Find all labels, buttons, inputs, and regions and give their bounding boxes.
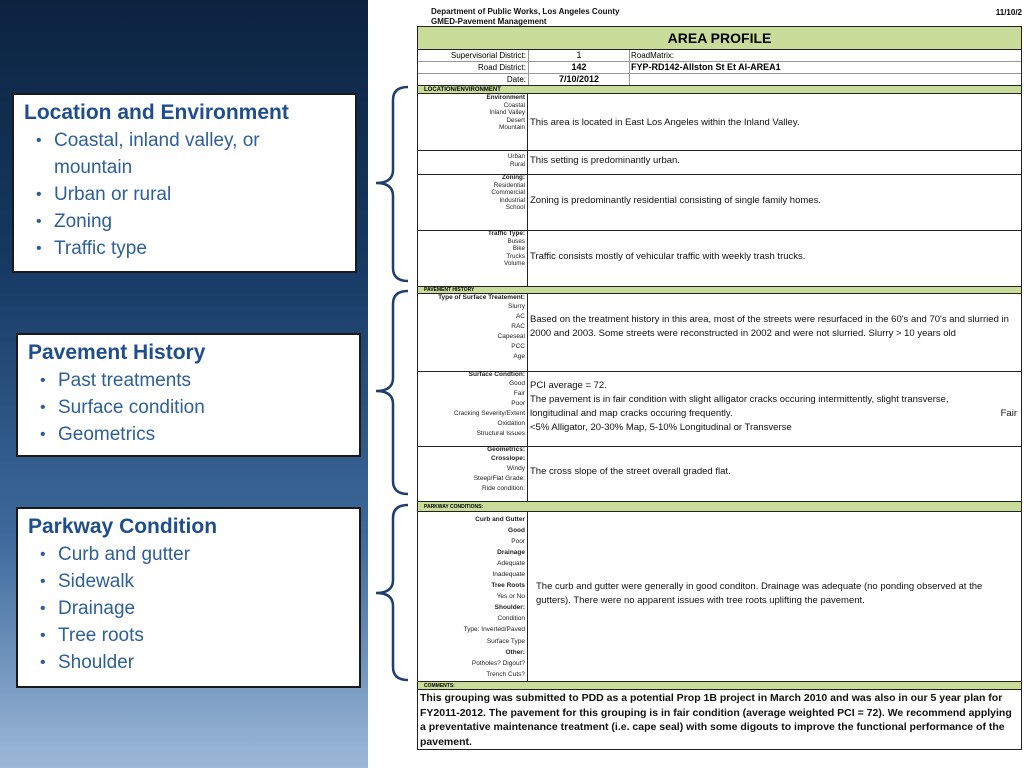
list-item: • Urban or rural (54, 181, 345, 208)
label-text: Capeseal (497, 332, 525, 340)
row-description: This setting is predominantly urban. (530, 155, 680, 166)
row-labels (418, 94, 528, 150)
label-text: Structural Issues (476, 430, 525, 438)
label-text: Industrial (499, 196, 525, 204)
label-text: Other: (505, 648, 525, 656)
label-text: Slurry (508, 302, 525, 310)
list-item: • Geometrics (58, 421, 349, 448)
label-text: Curb and Gutter (475, 516, 525, 523)
list-item: • Coastal, inland valley, or mountain (54, 127, 294, 181)
row-labels (418, 512, 528, 681)
meta-row (418, 50, 1021, 62)
page-title: AREA PROFILE (418, 27, 1021, 50)
row-labels (418, 446, 528, 501)
label-text: Surface Type (486, 637, 525, 645)
label-text: Yes or No (496, 593, 525, 601)
row-description (530, 379, 1017, 435)
label-text: Traffic Type: (488, 230, 525, 237)
label-text: PCC (511, 343, 525, 351)
meta-value: 7/10/2012 (528, 74, 630, 85)
label-text: School (505, 204, 525, 212)
label-text: Inland Valley (489, 109, 525, 117)
zoning-row (418, 174, 1021, 231)
document-header (431, 7, 619, 27)
parkway-bracket (376, 505, 408, 680)
list-item: • Past treatments (58, 367, 349, 394)
label-text: Cracking Severity/Extent (453, 409, 525, 417)
meta-label: Road District: (477, 63, 526, 72)
row-labels (418, 230, 528, 286)
list-item: • Shoulder (58, 649, 349, 676)
list-item: • Surface condition (58, 394, 349, 421)
meta-extra: FYP-RD142-Allston St Et Al-AREA1 (631, 62, 781, 72)
label-text: Buses (507, 237, 525, 245)
row-description: The curb and gutter were generally in good conditon. Drainage was adequate (no ponding observed at the gutters). There were no apparent issues with tree roots uplifting the pavement. (536, 581, 983, 606)
label-text: Trench Cuts? (486, 670, 525, 678)
parkway-row (418, 512, 1021, 682)
surface-treatment-row (418, 294, 1021, 372)
label-text: Fair (513, 389, 525, 397)
label-text: Type: Inverted/Paved (463, 626, 525, 634)
location-bracket (376, 87, 408, 281)
label-text: Oxidation (497, 420, 525, 428)
meta-row (418, 62, 1021, 74)
print-date: 11/10/2 (995, 8, 1022, 17)
meta-extra: RoadMatrix: (631, 51, 675, 60)
label-text: Surface Condtion: (468, 371, 525, 378)
label-text: Poor (511, 399, 525, 407)
list-item: • Traffic type (54, 235, 345, 262)
row-labels (418, 150, 528, 174)
card-title: Parkway Condition (28, 515, 218, 538)
condition-text: The pavement is in fair condition with slight alligator cracks occuring intermittently, slight transverse, longitudinal and map cracks occuring frequently. (530, 394, 949, 419)
card-title: Pavement History (28, 341, 206, 364)
label-text: Drainage (497, 549, 525, 557)
label-text: Poor (511, 538, 525, 546)
condition-line (530, 393, 1017, 421)
profile-table (417, 26, 1022, 750)
unit-name: GMED-Pavement Management (431, 17, 547, 26)
fair-label: Fair (1000, 408, 1017, 419)
label-text: Trucks (506, 252, 525, 260)
label-text: Potholes? Digout? (471, 659, 525, 667)
comments-band: COMMENTS: (418, 681, 1021, 690)
label-text: Good (509, 379, 525, 387)
urban-row (418, 150, 1021, 175)
label-text: Condition (497, 615, 525, 623)
list-item: • Tree roots (58, 622, 349, 649)
area-profile-document (417, 0, 1024, 768)
label-text: Ride condition: (482, 484, 525, 492)
traffic-row (418, 230, 1021, 287)
label-text: Urban (507, 153, 525, 160)
label-text: Volume (503, 260, 525, 268)
list-item: • Drainage (58, 595, 349, 622)
environment-row (418, 94, 1021, 151)
meta-label: Date: (506, 75, 526, 84)
row-description: Based on the treatment history in this area, most of the streets were resurfaced in the 60's and 70's and slurried in 2000 and 2003. Some streets were reconstructed in 2002 and were not slurried. Slurry > 10 years old (530, 314, 1009, 339)
meta-value: 1 (528, 50, 630, 61)
label-text: Geometrics: (487, 446, 525, 453)
parkway-band: PARKWAY CONDITIONS: (418, 501, 1021, 512)
meta-label: Supervisorial District: (450, 51, 526, 60)
geometrics-row (418, 446, 1021, 502)
label-text: Bike (512, 245, 525, 253)
label-text: Tree Roots (491, 582, 525, 590)
bracket-connectors (0, 0, 420, 768)
pci-line: PCI average = 72. (530, 380, 607, 391)
label-text: Steep/Flat Grade: (473, 474, 525, 482)
label-text: Rural (509, 160, 525, 168)
department-name: Department of Public Works, Los Angeles County (431, 7, 620, 16)
row-labels (418, 174, 528, 230)
label-text: Coastal (503, 101, 525, 109)
row-labels (418, 294, 528, 371)
label-text: Windy (506, 464, 525, 472)
label-text: Environment (486, 94, 525, 101)
label-text: Desert (506, 116, 525, 124)
label-text: Zoning: (501, 174, 525, 181)
row-description: Zoning is predominantly residential consisting of single family homes. (530, 195, 821, 206)
label-text: RAC (511, 322, 525, 330)
list-item: • Zoning (54, 208, 345, 235)
label-text: Type of Surface Treatement: (438, 294, 525, 301)
pavement-bracket (376, 291, 408, 494)
row-description: The cross slope of the street overall graded flat. (530, 466, 731, 477)
label-text: Crosslope: (491, 454, 525, 462)
label-text: Good (508, 527, 525, 535)
row-labels (418, 371, 528, 446)
distress-line: <5% Alligator, 20-30% Map, 5-10% Longitudinal or Transverse (530, 422, 792, 433)
pavement-band: PAVEMENT HISTORY (418, 286, 1021, 294)
label-text: AC (515, 312, 525, 320)
label-text: Mountain (499, 124, 525, 132)
row-description: Traffic consists mostly of vehicular traffic with weekly trash trucks. (530, 251, 806, 262)
label-text: Residential (493, 181, 525, 189)
label-text: Commercial (491, 189, 525, 197)
label-text: Age (513, 353, 525, 361)
label-text: Inadequate (492, 571, 525, 579)
list-item: • Curb and gutter (58, 541, 349, 568)
label-text: Adequate (497, 560, 525, 568)
label-text: Shoulder: (494, 604, 525, 612)
location-band: LOCATION/ENVIRONMENT (418, 85, 1021, 94)
comments-text: This grouping was submitted to PDD as a potential Prop 1B project in March 2010 and was also in our 5 year plan for FY2011-2012. The pavement for this grouping is in fair condition (average weighted PCI = 72). We recommend applying a preventative maintenance treatment (i.e. cape seal) with some digouts to improve the functional performance of the pavement. (420, 692, 1012, 748)
card-title: Location and Environment (24, 101, 289, 124)
list-item: • Sidewalk (58, 568, 349, 595)
surface-condition-row (418, 371, 1021, 447)
row-description: This area is located in East Los Angeles within the Inland Valley. (530, 117, 800, 128)
meta-value: 142 (528, 62, 630, 73)
